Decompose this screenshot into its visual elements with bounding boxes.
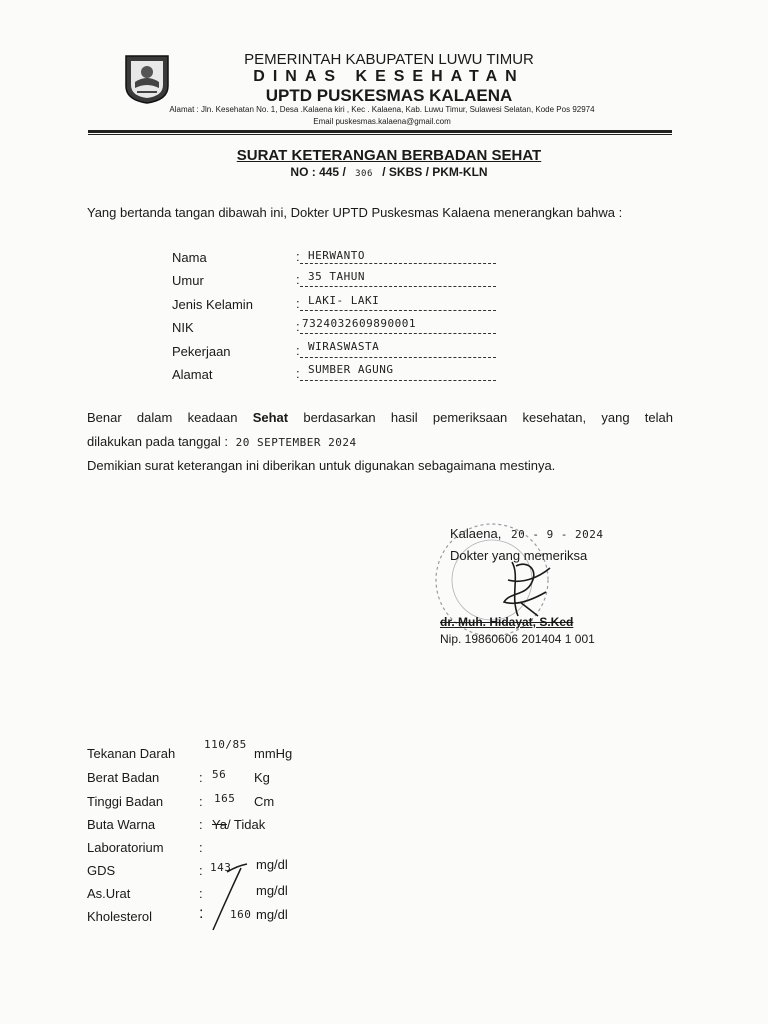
field-label-gender: Jenis Kelamin [172, 297, 253, 312]
field-colon: : [296, 343, 300, 358]
medical-label: Berat Badan [87, 770, 160, 785]
signature-date: 20 - 9 - 2024 [510, 528, 604, 541]
color-blind-yes: Ya [212, 817, 227, 832]
medical-label: Kholesterol [87, 909, 153, 924]
medical-value-cholesterol: 160 [230, 908, 252, 921]
intro-text: Yang bertanda tangan dibawah ini, Dokter UPTD Puskesmas Kalaena menerangkan bahwa : [87, 205, 623, 220]
medical-label: Buta Warna [87, 817, 156, 832]
field-label-age: Umur [172, 273, 204, 288]
medical-unit: mmHg [254, 746, 293, 761]
statement-line-1 [87, 410, 673, 425]
statement-line-2 [87, 434, 357, 449]
field-value-age: 35 TAHUN [308, 270, 365, 283]
medical-label: GDS [87, 863, 116, 878]
color-blind-options [212, 817, 265, 832]
medical-colon: : [199, 770, 203, 785]
field-value-gender: LAKI- LAKI [308, 294, 380, 307]
medical-unit: Cm [254, 794, 275, 809]
medical-colon: : [199, 863, 203, 878]
header-agency: DINAS KESEHATAN [253, 68, 525, 85]
medical-value-gds: 143 [210, 861, 232, 874]
medical-unit: mg/dl [256, 883, 288, 898]
field-value-address: SUMBER AGUNG [308, 363, 394, 376]
field-value-occupation: WIRASWASTA [308, 340, 380, 353]
doctor-name: dr. Muh. Hidayat, S.Ked [440, 615, 574, 629]
medical-label: Laboratorium [87, 840, 164, 855]
field-colon: : [296, 296, 300, 311]
medical-value-blood-pressure: 110/85 [204, 738, 247, 751]
field-colon: : [296, 366, 300, 381]
signature-role: Dokter yang memeriksa [450, 548, 588, 563]
field-label-name: Nama [172, 250, 207, 265]
field-label-occupation: Pekerjaan [172, 344, 231, 359]
medical-unit: mg/dl [256, 857, 288, 872]
field-colon: : [296, 319, 300, 334]
field-label-nik: NIK [172, 320, 194, 335]
field-colon: : [296, 249, 300, 264]
header-address: Alamat : Jln. Kesehatan No. 1, Desa .Kalaena kiri , Kec . Kalaena, Kab. Luwu Timur, Sulawesi Selatan, Kode Pos 92974 [169, 105, 595, 114]
medical-unit: mg/dl [256, 907, 288, 922]
number-handwritten: 306 [355, 169, 373, 179]
medical-value-weight: 56 [212, 768, 227, 781]
field-label-address: Alamat [172, 367, 213, 382]
statement-bold: Sehat [252, 410, 289, 425]
doctor-nip: Nip. 19860606 201404 1 001 [440, 632, 595, 646]
handwritten-bracket-stroke [205, 862, 250, 934]
medical-colon: : [199, 840, 203, 855]
header-divider-thin [88, 134, 672, 135]
medical-label: Tinggi Badan [87, 794, 164, 809]
medical-colon: : [199, 817, 203, 832]
header-divider-thick [88, 130, 672, 133]
field-value-nik: 7324032609890001 [302, 317, 416, 330]
header-email: Email puskesmas.kalaena@gmail.com [313, 117, 451, 126]
statement-text: Benar dalam keadaan [87, 410, 253, 425]
document-number [0, 165, 768, 179]
number-suffix: / SKBS / PKM-KLN [382, 165, 488, 179]
header-government: PEMERINTAH KABUPATEN LUWU TIMUR [244, 51, 534, 68]
document-title: SURAT KETERANGAN BERBADAN SEHAT [236, 147, 542, 164]
medical-label: As.Urat [87, 886, 131, 901]
closing-text: Demikian surat keterangan ini diberikan untuk digunakan sebagaimana mestinya. [87, 458, 556, 473]
statement-text: berdasarkan hasil pemeriksaan kesehatan, yang telah [288, 410, 674, 425]
field-colon: : [296, 272, 300, 287]
medical-value-height: 165 [214, 792, 236, 805]
signature-place-date [450, 526, 604, 541]
medical-colon: : [199, 905, 204, 922]
signature-place: Kalaena, [450, 526, 502, 541]
number-prefix: NO : 445 / [290, 165, 346, 179]
header-unit: UPTD PUSKESMAS KALAENA [265, 86, 513, 105]
color-blind-no: / Tidak [226, 817, 266, 832]
medical-colon: : [199, 886, 203, 901]
field-value-name: HERWANTO [308, 249, 365, 262]
medical-label: Tekanan Darah [87, 746, 176, 761]
exam-date-label: dilakukan pada tanggal : [87, 434, 228, 449]
medical-colon: : [199, 794, 203, 809]
medical-unit: Kg [254, 770, 270, 785]
exam-date-value: 20 SEPTEMBER 2024 [235, 436, 357, 449]
